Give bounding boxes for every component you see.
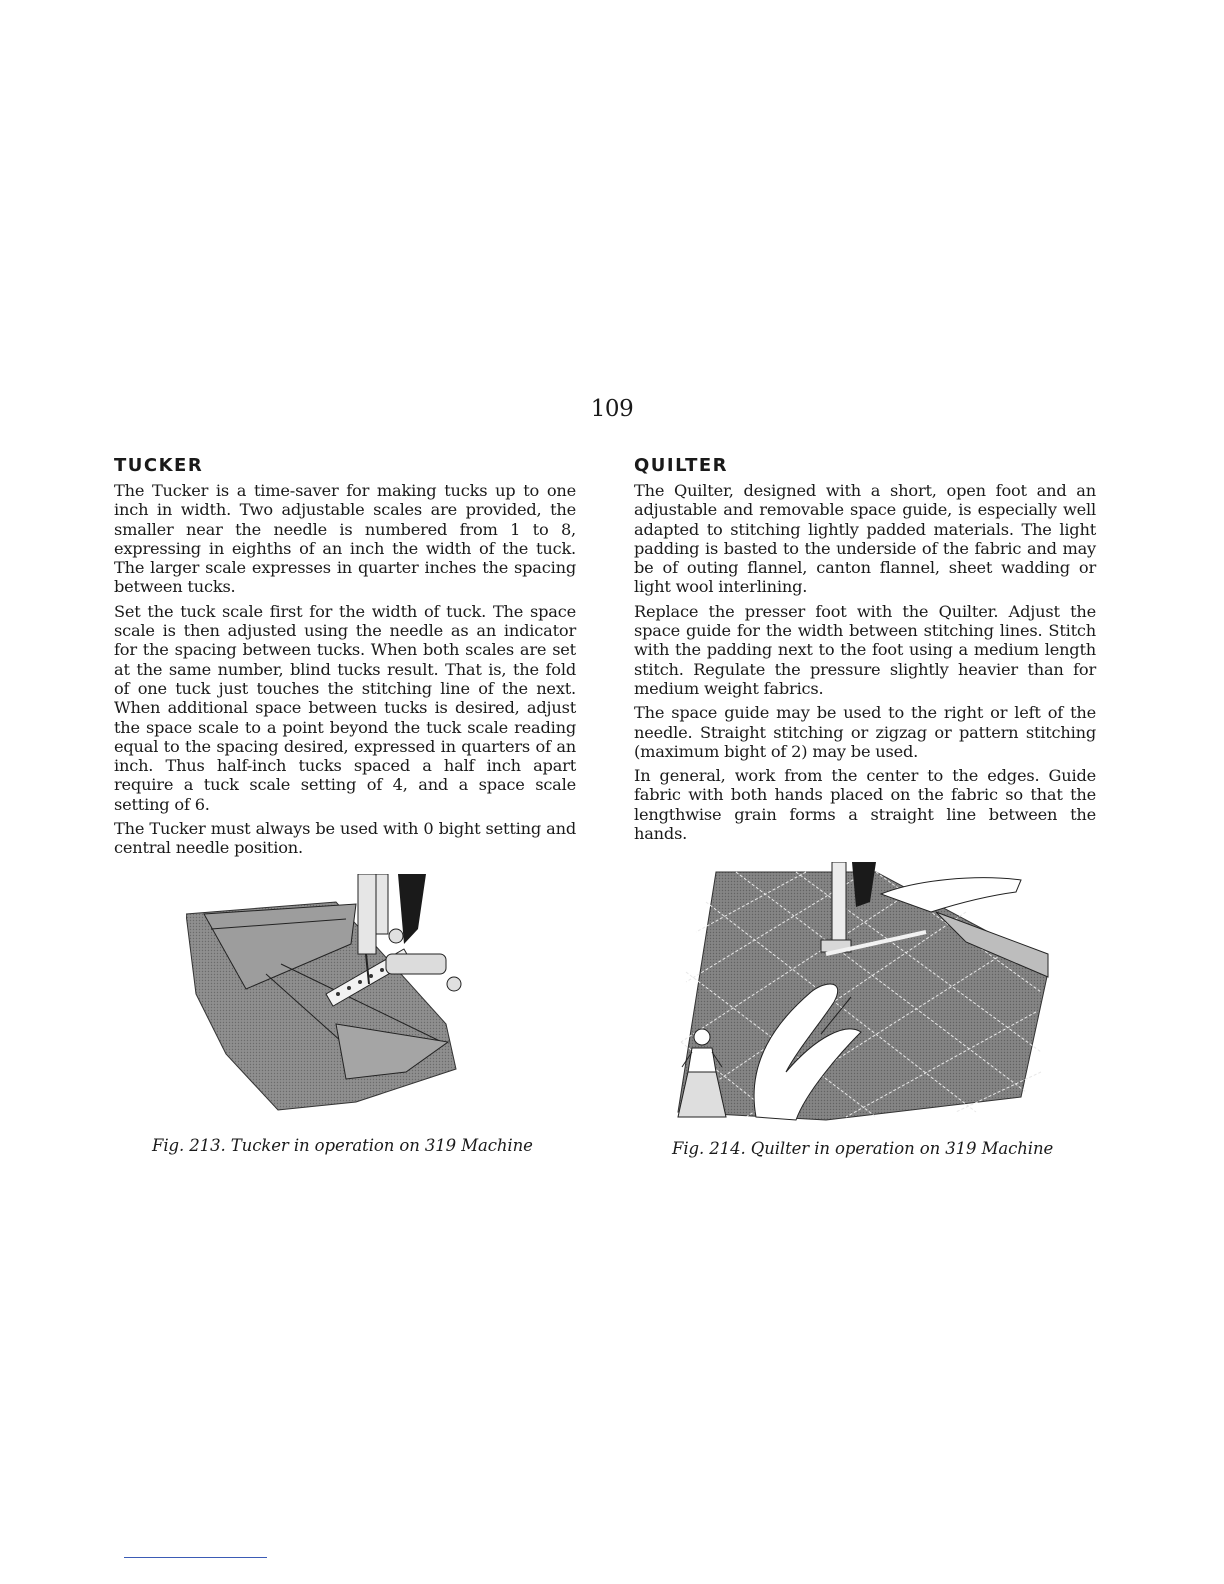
quilter-paragraph-4: In general, work from the center to the edges. Guide fabric with both hands placed on the fabric so that the lengthwise grain forms a straight line between the hands.: [634, 766, 1096, 844]
machine-needle-bar: [832, 862, 846, 940]
quilter-paragraph-3: The space guide may be used to the right or left of the needle. Straight stitching or zigzag or pattern stitching (maximum bight of 2) may be used.: [634, 703, 1096, 761]
tucker-heading: TUCKER: [114, 455, 204, 476]
tucker-paragraph-2: Set the tuck scale first for the width of tuck. The space scale is then adjusted using the needle as an indicator for the spacing between tucks. When both scales are set at the same number, blind tucks result. That is, the fold of one tuck just touches the stitching line of the next. When additional space between tucks is desired, adjust the space scale to a point beyond the tuck scale reading equal to the spacing desired, expressed in quarters of an inch. Thus half-inch tucks spaced a half inch apart require a tuck scale setting of 4, and a space scale setting of 6.: [114, 601, 576, 814]
quilter-section: [634, 455, 1096, 848]
page-number: 109: [590, 396, 634, 422]
quilted-fabric: [678, 872, 1048, 1120]
footer-rule: [124, 1557, 267, 1558]
quilter-illustration: [676, 862, 1056, 1124]
tucker-section: [114, 455, 576, 863]
presser-foot: [386, 954, 446, 974]
tucker-illustration: [186, 874, 486, 1114]
quilter-paragraph-2: Replace the presser foot with the Quilter. Adjust the space guide for the width between stitching lines. Stitch with the padding next to the foot using a medium length stitch. Regulate the pressure slightly heavier than for medium weight fabrics.: [634, 601, 1096, 698]
quilter-heading: QUILTER: [634, 455, 729, 476]
figure-213-caption: Fig. 213. Tucker in operation on 319 Machine: [152, 1136, 533, 1155]
figure-214-caption: Fig. 214. Quilter in operation on 319 Machine: [672, 1139, 1054, 1158]
machine-arm: [358, 874, 376, 954]
tucker-paragraph-1: The Tucker is a time-saver for making tucks up to one inch in width. Two adjustable scales are provided, the smaller near the needle is numbered from 1 to 8, expressing in eighths of an inch the width of the tuck. The larger scale expresses in quarter inches the spacing between tucks.: [114, 481, 576, 597]
quilter-paragraph-1: The Quilter, designed with a short, open foot and an adjustable and removable space guide, is especially well adapted to stitching lightly padded materials. The light padding is basted to the underside of the fabric and may be of outing flannel, canton flannel, sheet wadding or light wool interlining.: [634, 481, 1096, 597]
tucker-paragraph-3: The Tucker must always be used with 0 bight setting and central needle position.: [114, 819, 576, 858]
